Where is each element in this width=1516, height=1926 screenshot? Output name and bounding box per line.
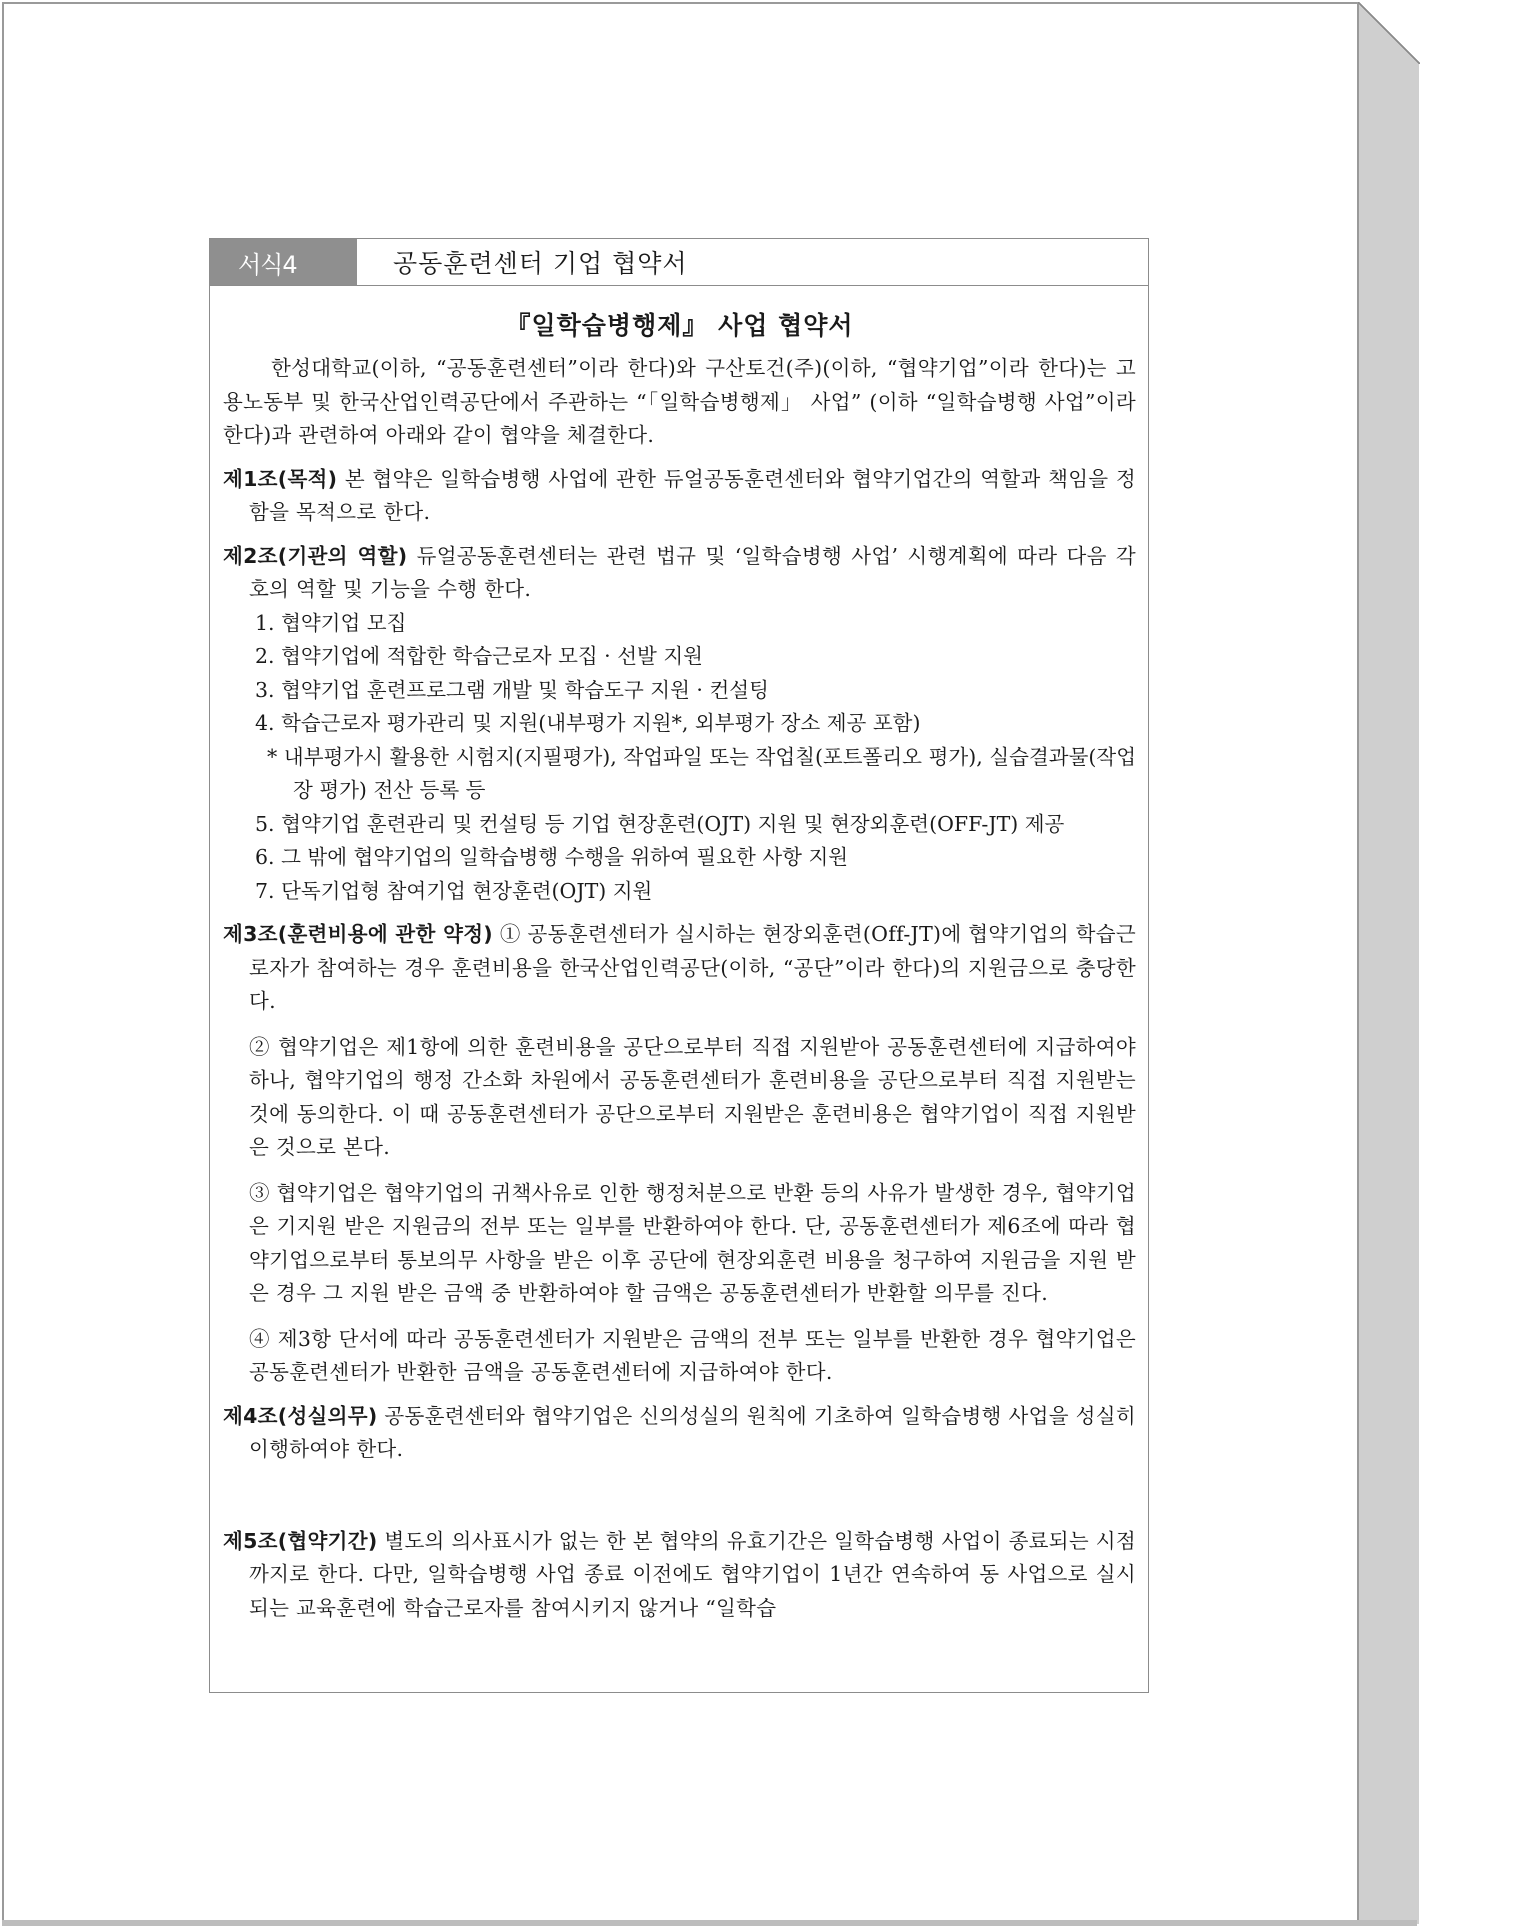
article-3-paragraph-2: ② 협약기업은 제1항에 의한 훈련비용을 공단으로부터 직접 지원받아 공동훈련센터에 지급하여야 하나, 협약기업의 행정 간소화 차원에서 공동훈련센터가 훈련비용을 공단으로부터 직접 지원받는 것에 동의한다. 이 때 공동훈련센터가 공단으로부터 지원받은 훈련비용은 협약기업이 직접 지원받은 것으로 본다.	[249, 1034, 1136, 1159]
article-3-paragraph-3: ③ 협약기업은 협약기업의 귀책사유로 인한 행정처분으로 반환 등의 사유가 발생한 경우, 협약기업은 기지원 받은 지원금의 전부 또는 일부를 반환하여야 한다. 단, 공동훈련센터가 제6조에 따라 협약기업으로부터 통보의무 사항을 받은 이후 공단에 현장외훈련 비용을 청구하여 지원금을 지원 받은 경우 그 지원 받은 금액 중 반환하여야 할 금액은 공동훈련센터가 반환할 의무를 진다.	[249, 1180, 1136, 1305]
article-3-heading: 제3조(훈련비용에 관한 약정)	[223, 922, 493, 946]
list-item: 5. 협약기업 훈련관리 및 컨설팅 등 기업 현장훈련(OJT) 지원 및 현장외훈련(OFF-JT) 제공	[255, 811, 1065, 836]
list-item: 4. 학습근로자 평가관리 및 지원(내부평가 지원*, 외부평가 장소 제공 포함)	[255, 711, 921, 735]
intro-paragraph: 한성대학교(이하, “공동훈련센터”이라 한다)와 구산토건(주)(이하, “협약기업”이라 한다)는 고용노동부 및 한국산업인력공단에서 주관하는 “「일학습병행제」 사업” (이하 “일학습병행 사업”이라 한다)과 관련하여 아래와 같이 협약을 체결한다.	[223, 356, 1136, 447]
article-1	[223, 463, 1136, 530]
list-item: 2. 협약기업에 적합한 학습근로자 모집 · 선발 지원	[255, 644, 703, 668]
form-header	[210, 239, 1148, 286]
list-item: 3. 협약기업 훈련프로그램 개발 및 학습도구 지원 · 컨설팅	[255, 677, 769, 702]
form-header-title: 공동훈련센터 기업 협약서	[393, 249, 688, 278]
article-5-text: 별도의 의사표시가 없는 한 본 협약의 유효기간은 일학습병행 사업이 종료되는 시점까지로 한다. 다만, 일학습병행 사업 종료 이전에도 협약기업이 1년간 연속하여 동 사업으로 실시되는 교육훈련에 학습근로자를 참여시키지 않거나 “일학습	[249, 1528, 1137, 1620]
article-4-heading: 제4조(성실의무)	[223, 1403, 378, 1428]
article-2-list	[223, 607, 1136, 741]
list-item: 1. 협약기업 모집	[255, 610, 407, 635]
article-2-list-continued	[223, 808, 1136, 909]
article-3-paragraph-4: ④ 제3항 단서에 따라 공동훈련센터가 지원받은 금액의 전부 또는 일부를 반환한 경우 협약기업은 공동훈련센터가 반환한 금액을 공동훈련센터에 지급하여야 한다.	[249, 1326, 1136, 1384]
article-2-heading: 제2조(기관의 역할)	[223, 543, 408, 568]
article-4	[223, 1400, 1136, 1467]
page-corner	[1358, 2, 1420, 64]
article-3-text: ① 공동훈련센터가 실시하는 현장외훈련(Off-JT)에 협약기업의 학습근로자가 참여하는 경우 훈련비용을 한국산업인력공단(이하, “공단”이라 한다)의 지원금으로 충당한다.	[249, 922, 1136, 1013]
list-item: 7. 단독기업형 참여기업 현장훈련(OJT) 지원	[255, 878, 653, 903]
article-2	[223, 540, 1136, 607]
article-5	[223, 1525, 1136, 1626]
article-1-text: 본 협약은 일학습병행 사업에 관한 듀얼공동훈련센터와 협약기업간의 역할과 책임을 정함을 목적으로 한다.	[249, 466, 1136, 524]
page-bottom-edge	[2, 1920, 1417, 1926]
article-1-heading: 제1조(목적)	[223, 466, 338, 491]
article-2-note: * 내부평가시 활용한 시험지(지필평가), 작업파일 또는 작업칠(포트폴리오 평가), 실습결과물(작업장 평가) 전산 등록 등	[267, 744, 1136, 802]
list-item: 6. 그 밖에 협약기업의 일학습병행 수행을 위하여 필요한 사항 지원	[255, 845, 849, 869]
document-title: 『일학습병행제』 사업 협약서	[505, 311, 854, 340]
form-content	[210, 306, 1148, 1625]
page-edge	[1357, 2, 1419, 1924]
form-number-tag: 서식4	[210, 239, 357, 285]
article-4-text: 공동훈련센터와 협약기업은 신의성실의 원칙에 기초하여 일학습병행 사업을 성실히 이행하여야 한다.	[249, 1403, 1136, 1461]
article-3	[223, 918, 1136, 1019]
article-5-heading: 제5조(협약기간)	[223, 1528, 378, 1553]
article-2-text: 듀얼공동훈련센터는 관련 법규 및 ‘일학습병행 사업’ 시행계획에 따라 다음 각 호의 역할 및 기능을 수행 한다.	[249, 543, 1136, 601]
agreement-form	[209, 238, 1149, 1693]
